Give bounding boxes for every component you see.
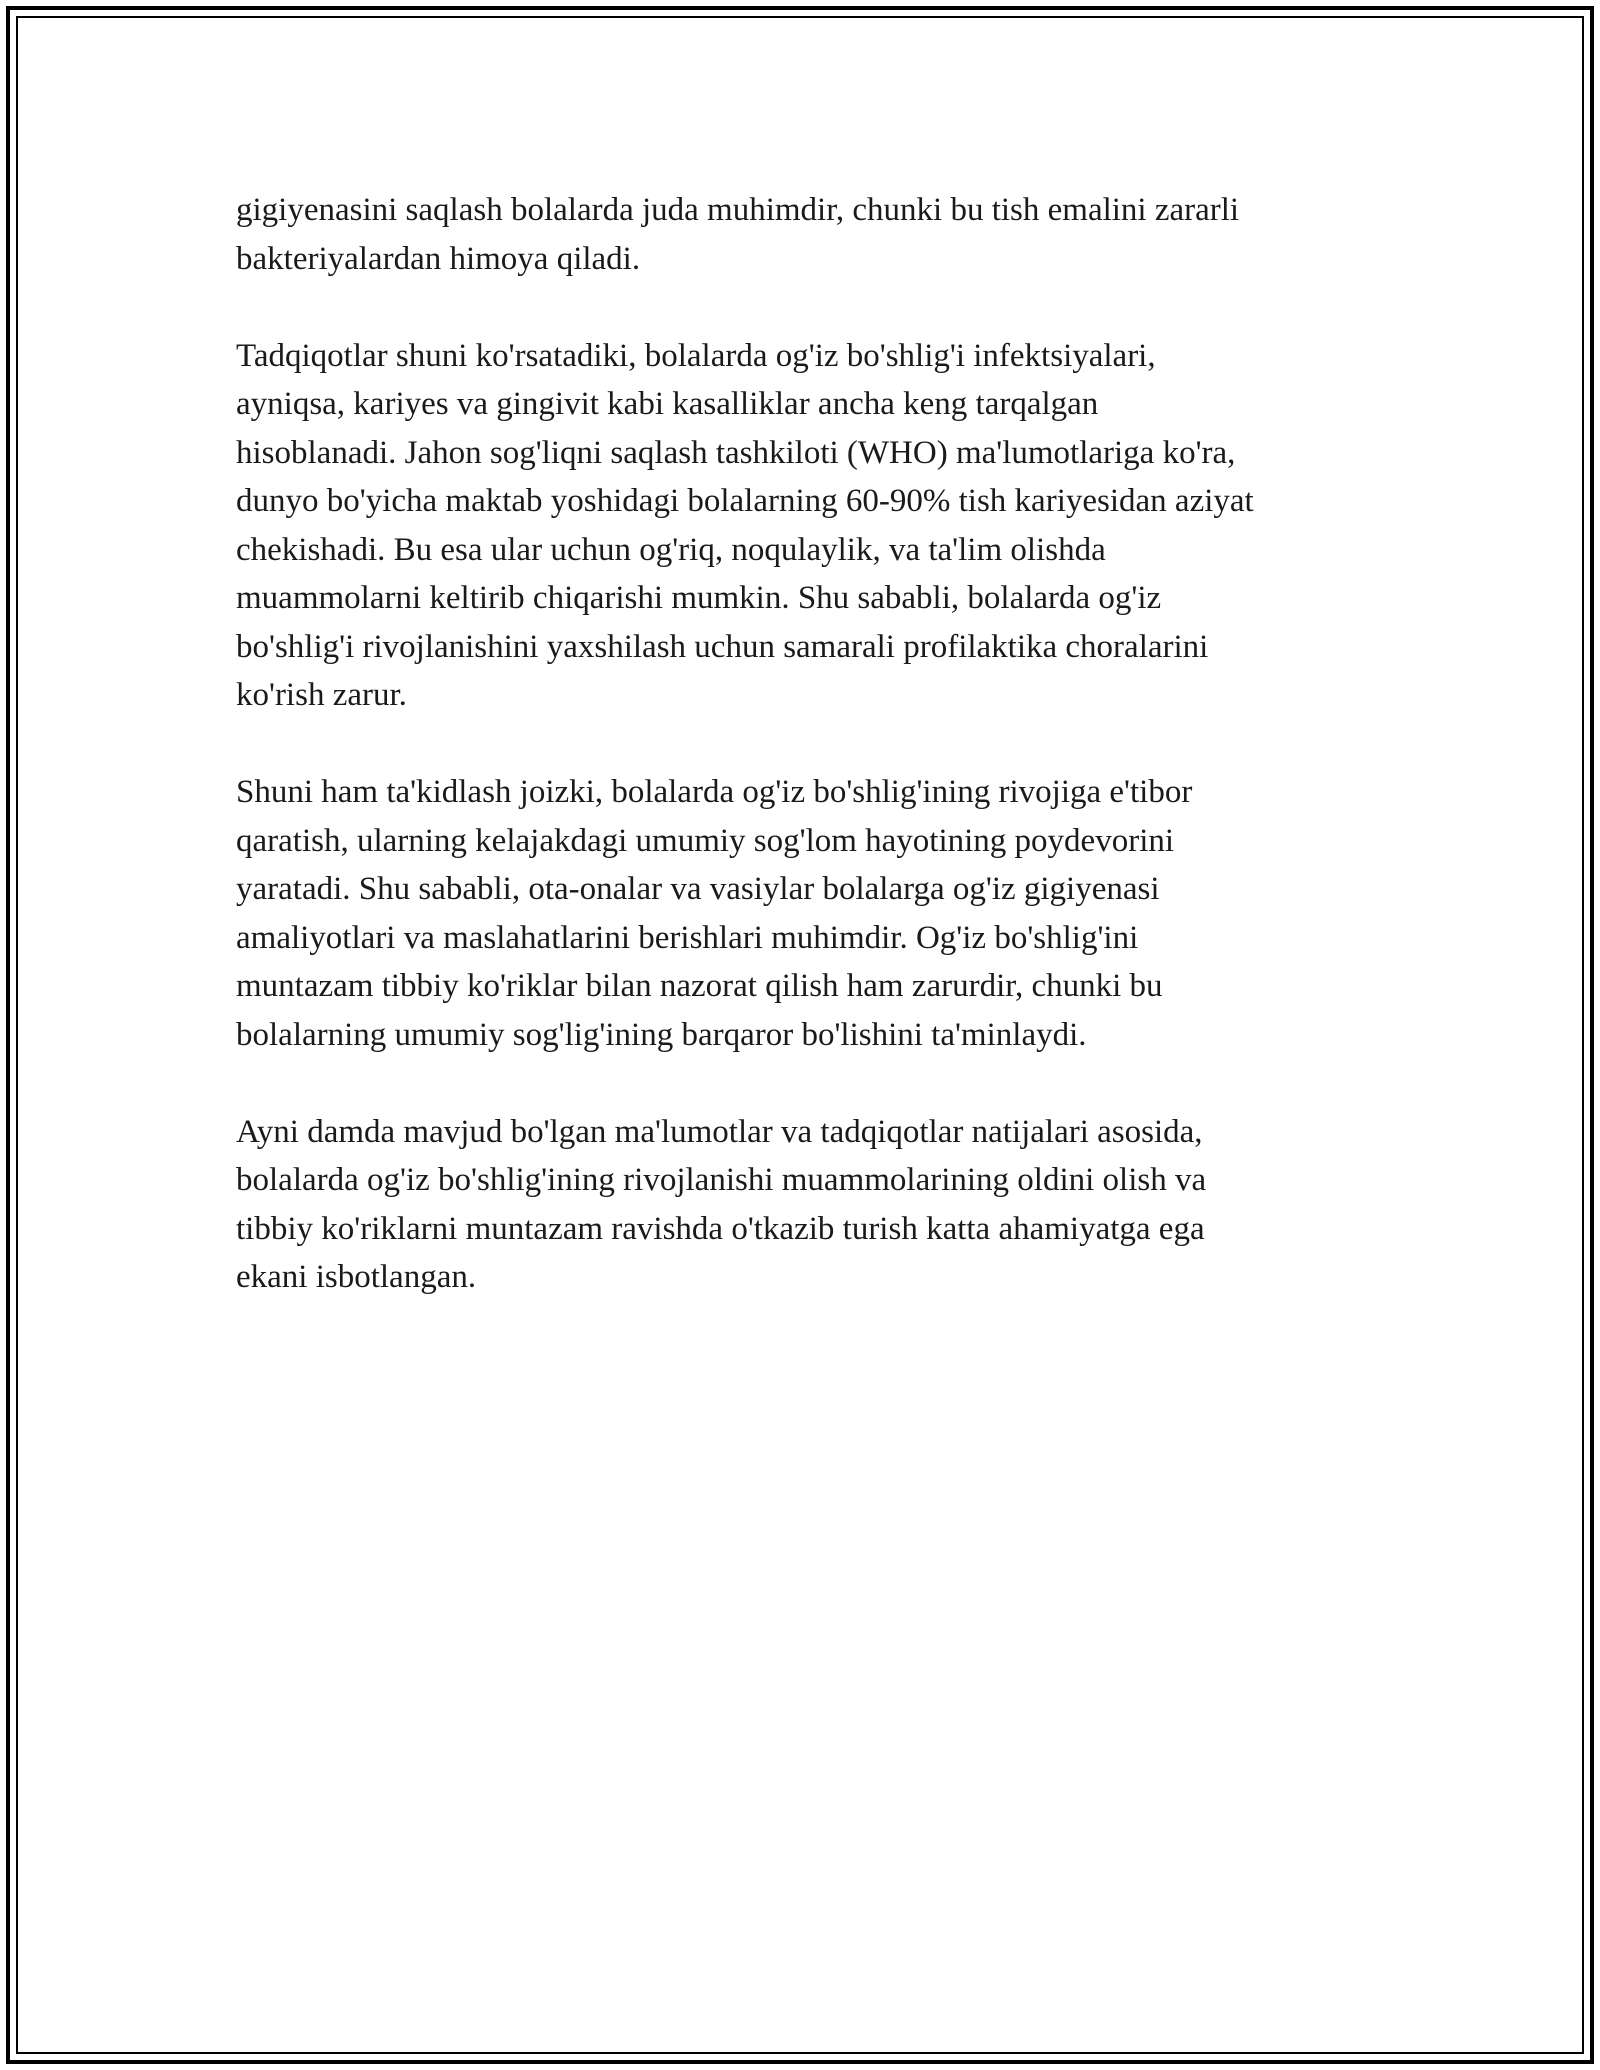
text-line: bakteriyalardan himoya qiladi. xyxy=(236,240,641,277)
document-body xyxy=(236,186,1396,1350)
text-line: gigiyenasini saqlash bolalarda juda muhimdir, chunki bu tish emalini zararli xyxy=(236,192,1240,228)
text-line: ekani isbotlangan. xyxy=(236,1259,477,1295)
text-line: muammolarni keltirib chiqarishi mumkin. Shu sababli, bolalarda og'iz xyxy=(236,580,1162,616)
text-line: chekishadi. Bu esa ular uchun og'riq, noqulaylik, va ta'lim olishda xyxy=(236,531,1106,568)
text-line: ko'rish zarur. xyxy=(236,677,407,713)
text-line: dunyo bo'yicha maktab yoshidagi bolalarning 60-90% tish kariyesidan aziyat xyxy=(236,483,1254,519)
text-line: muntazam tibbiy ko'riklar bilan nazorat qilish ham zarurdir, chunki bu xyxy=(236,968,1163,1004)
text-line: bolalarning umumiy sog'lig'ining barqaror bo'lishini ta'minlaydi. xyxy=(236,1016,1087,1053)
paragraph-3 xyxy=(236,768,1396,1059)
text-line: Ayni damda mavjud bo'lgan ma'lumotlar va tadqiqotlar natijalari asosida, xyxy=(236,1113,1203,1150)
text-line: qaratish, ularning kelajakdagi umumiy sog'lom hayotining poydevorini xyxy=(236,822,1175,859)
text-line: Tadqiqotlar shuni ko'rsatadiki, bolalarda og'iz bo'shlig'i infektsiyalari, xyxy=(236,337,1156,374)
text-line: bo'shlig'i rivojlanishini yaxshilash uchun samarali profilaktika choralarini xyxy=(236,628,1209,665)
paragraph-4 xyxy=(236,1108,1396,1302)
text-line: hisoblanadi. Jahon sog'liqni saqlash tashkiloti (WHO) ma'lumotlariga ko'ra, xyxy=(236,434,1236,471)
text-line: bolalarda og'iz bo'shlig'ining rivojlanishi muammolarining oldini olish va xyxy=(236,1162,1207,1198)
text-line: amaliyotlari va maslahatlarini berishlari muhimdir. Og'iz bo'shlig'ini xyxy=(236,919,1139,956)
text-line: yaratadi. Shu sababli, ota-onalar va vasiylar bolalarga og'iz gigiyenasi xyxy=(236,871,1160,907)
paragraph-1 xyxy=(236,186,1396,283)
paragraph-2 xyxy=(236,332,1396,720)
text-line: ayniqsa, kariyes va gingivit kabi kasalliklar ancha keng tarqalgan xyxy=(236,386,1099,422)
text-line: Shuni ham ta'kidlash joizki, bolalarda og'iz bo'shlig'ining rivojiga e'tibor xyxy=(236,774,1193,810)
text-line: tibbiy ko'riklarni muntazam ravishda o'tkazib turish katta ahamiyatga ega xyxy=(236,1210,1205,1247)
